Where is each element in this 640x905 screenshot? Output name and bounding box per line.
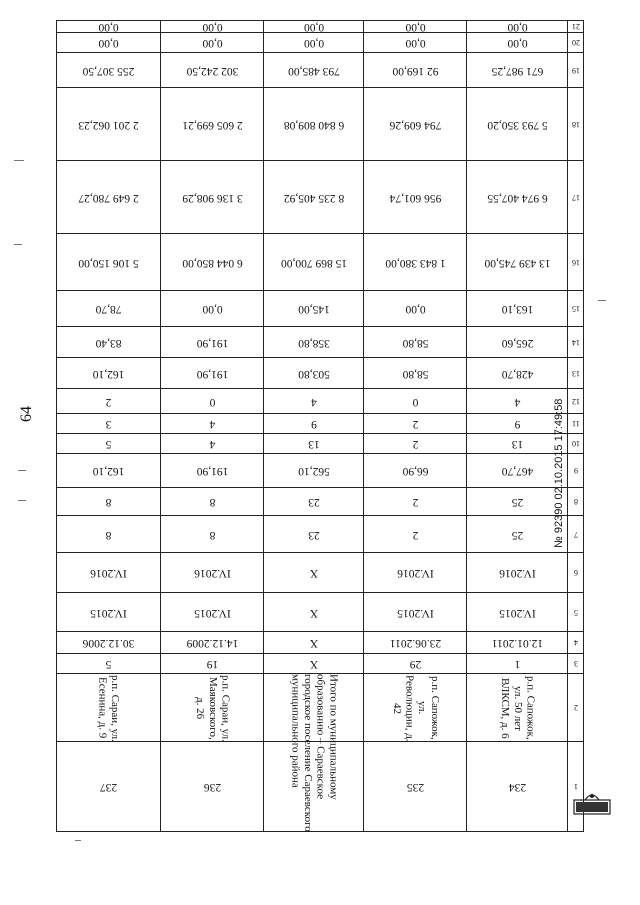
table-cell: 0,00 <box>98 20 119 33</box>
column-number: 20 <box>572 38 580 48</box>
table-cell: 2 <box>412 496 419 509</box>
column-number: 5 <box>574 608 578 617</box>
table-cell: 0,00 <box>303 20 325 33</box>
table-cell: 0,00 <box>202 303 223 316</box>
total-label-cell: Итого по муниципальному образованию – Сараевское городское поселение Сараевского муниципального района <box>289 674 340 832</box>
registry-table <box>56 20 584 832</box>
table-cell: 3 136 908,29 <box>182 191 243 204</box>
column-number: 17 <box>572 193 580 202</box>
table-cell: 29 <box>409 658 422 671</box>
table-cell: 265,60 <box>501 336 534 349</box>
table-cell: IV.2015 <box>397 606 434 619</box>
table-cell: 25 <box>511 496 524 509</box>
table-cell: X <box>309 567 319 580</box>
table-cell: 793 485,00 <box>288 64 340 77</box>
table-cell: 794 609,26 <box>389 118 442 131</box>
table-cell: 237 <box>99 781 118 794</box>
table-cell: 4 <box>514 395 521 408</box>
scan-mark <box>14 160 24 161</box>
table-rule-vertical <box>160 20 161 832</box>
table-cell: 0,00 <box>507 37 528 50</box>
table-cell: IV.2015 <box>499 606 536 619</box>
table-cell: 0,00 <box>405 37 426 50</box>
column-number: 14 <box>572 338 580 347</box>
registration-stamp-block <box>553 288 569 548</box>
column-number: 1 <box>574 782 578 792</box>
table-rule-vertical <box>56 20 57 832</box>
table-cell: 4 <box>311 395 317 408</box>
table-cell: 2 649 780,27 <box>78 191 139 204</box>
table-cell: IV.2016 <box>499 567 536 580</box>
table-cell: р.п. Сараи, ул. Есенина, д. 9 <box>96 674 122 742</box>
table-cell: 0 <box>209 395 216 408</box>
column-number: 15 <box>572 304 580 314</box>
table-cell: X <box>309 606 319 619</box>
table-cell: 30.12.2006 <box>82 637 135 650</box>
page-number: 64 <box>18 406 35 422</box>
table-cell: 5 106 150,00 <box>78 256 139 269</box>
table-cell: 4 <box>209 438 216 451</box>
column-number: 12 <box>572 397 580 406</box>
table-cell: 8 <box>105 528 112 541</box>
table-cell: IV.2015 <box>194 606 231 619</box>
table-cell: 0,00 <box>405 303 426 316</box>
table-cell: IV.2016 <box>90 567 127 580</box>
column-number: 3 <box>574 659 578 669</box>
table-cell: р.п. Сапожок, ул. 50 лет ВЛКСМ, д. 6 <box>499 676 537 740</box>
column-number: 18 <box>572 120 580 129</box>
table-cell: 162,10 <box>92 367 125 380</box>
table-cell: IV.2015 <box>90 606 127 619</box>
column-number: 16 <box>572 258 580 267</box>
table-cell: 23.06.2011 <box>389 637 442 650</box>
table-cell: 83,40 <box>95 336 122 349</box>
table-cell: 92 169,00 <box>392 64 439 77</box>
table-cell: IV.2016 <box>397 567 434 580</box>
table-cell: 503,80 <box>298 367 330 380</box>
table-cell: 2 <box>412 528 419 541</box>
table-cell: 8 235 405,92 <box>283 191 345 204</box>
column-number: 9 <box>574 466 578 476</box>
table-cell: 2 <box>105 395 112 408</box>
table-cell: 234 <box>508 781 527 794</box>
table-cell: 8 <box>209 528 216 541</box>
table-cell: 2 <box>412 418 419 431</box>
table-rule-vertical <box>263 20 264 832</box>
table-cell: 235 <box>406 781 425 794</box>
column-number: 19 <box>572 66 580 75</box>
table-cell: 0,00 <box>202 20 223 33</box>
table-cell: 15 869 700,00 <box>280 256 348 269</box>
column-number: 2 <box>574 703 578 713</box>
table-cell: 23 <box>308 496 320 509</box>
table-cell: 162,10 <box>92 465 125 478</box>
table-cell: 13 <box>308 438 320 451</box>
table-cell: 1 843 380,00 <box>385 256 446 269</box>
table-cell: 19 <box>206 658 219 671</box>
table-cell: 2 605 699,21 <box>182 118 243 131</box>
table-cell: 9 <box>514 418 521 431</box>
column-number: 6 <box>574 568 578 578</box>
table-cell: 467,70 <box>501 465 534 478</box>
table-cell: 0,00 <box>98 37 119 50</box>
table-cell: 255 307,50 <box>82 64 135 77</box>
table-cell: 191,90 <box>196 367 229 380</box>
table-cell: 562,10 <box>298 465 330 478</box>
table-cell: 0,00 <box>303 37 325 50</box>
table-cell: 6 974 407,55 <box>487 191 548 204</box>
table-cell: 0,00 <box>405 20 426 33</box>
table-cell: 8 <box>105 496 112 509</box>
table-cell: 191,90 <box>196 465 229 478</box>
table-cell: 9 <box>311 418 317 431</box>
table-cell: 5 793 350,20 <box>487 118 548 131</box>
column-number: 10 <box>572 439 580 449</box>
table-cell: 5 <box>105 438 112 451</box>
table-cell: 78,70 <box>95 303 122 316</box>
table-cell: 5 <box>105 658 112 671</box>
table-cell: 12.01.2011 <box>491 637 544 650</box>
table-cell: 13 439 745,00 <box>484 256 551 269</box>
table-cell: 25 <box>511 528 524 541</box>
table-cell: X <box>309 637 319 650</box>
registration-stamp: № 92390 02.10.2015 17:49:58 <box>553 398 565 548</box>
table-rule-vertical <box>466 20 467 832</box>
scan-mark <box>598 300 606 301</box>
table-cell: 13 <box>511 438 524 451</box>
table-cell: X <box>309 658 319 671</box>
table-cell: 302 242,50 <box>186 64 239 77</box>
table-cell: 163,10 <box>501 303 534 316</box>
table-cell: IV.2016 <box>194 567 231 580</box>
table-rule-vertical <box>363 20 364 832</box>
table-cell: 956 601,74 <box>389 191 442 204</box>
column-number: 11 <box>572 419 580 429</box>
table-cell: 8 <box>209 496 216 509</box>
table-cell: 3 <box>105 418 112 431</box>
table-cell: р.п. Сапожок, ул. Революции, д. 42 <box>390 674 441 742</box>
table-cell: 66,90 <box>402 465 429 478</box>
scan-mark <box>14 244 22 245</box>
table-cell: 6 840 809,08 <box>283 118 345 131</box>
table-cell: 58,80 <box>402 336 429 349</box>
scan-mark <box>75 840 81 841</box>
table-cell: 23 <box>308 528 320 541</box>
table-cell: 4 <box>209 418 216 431</box>
table-cell: 14.12.2009 <box>186 637 239 650</box>
table-cell: 1 <box>514 658 521 671</box>
table-cell: 0,00 <box>202 37 223 50</box>
table-cell: 428,70 <box>501 367 534 380</box>
column-number: 7 <box>574 530 578 539</box>
table-cell: 2 201 062,23 <box>78 118 139 131</box>
column-number: 13 <box>572 369 580 378</box>
table-cell: 191,90 <box>196 336 229 349</box>
table-cell: 145,00 <box>298 303 330 316</box>
table-cell: 58,80 <box>402 367 429 380</box>
table-cell: 2 <box>412 438 419 451</box>
scan-mark <box>18 470 26 471</box>
table-cell: 236 <box>203 781 222 794</box>
column-number: 8 <box>574 497 578 507</box>
table-cell: 671 987,25 <box>491 64 544 77</box>
column-number: 21 <box>572 22 580 31</box>
column-number: 4 <box>574 638 578 648</box>
table-grid <box>56 20 584 832</box>
notary-stamp-icon <box>573 788 611 818</box>
scan-mark <box>18 500 26 501</box>
table-cell: р.п. Сараи, ул. Маяковского, д. 26 <box>194 674 232 742</box>
table-cell: 0,00 <box>507 20 528 33</box>
table-cell: 358,80 <box>298 336 330 349</box>
table-cell: 0 <box>412 395 419 408</box>
table-cell: 6 044 850,00 <box>182 256 243 269</box>
